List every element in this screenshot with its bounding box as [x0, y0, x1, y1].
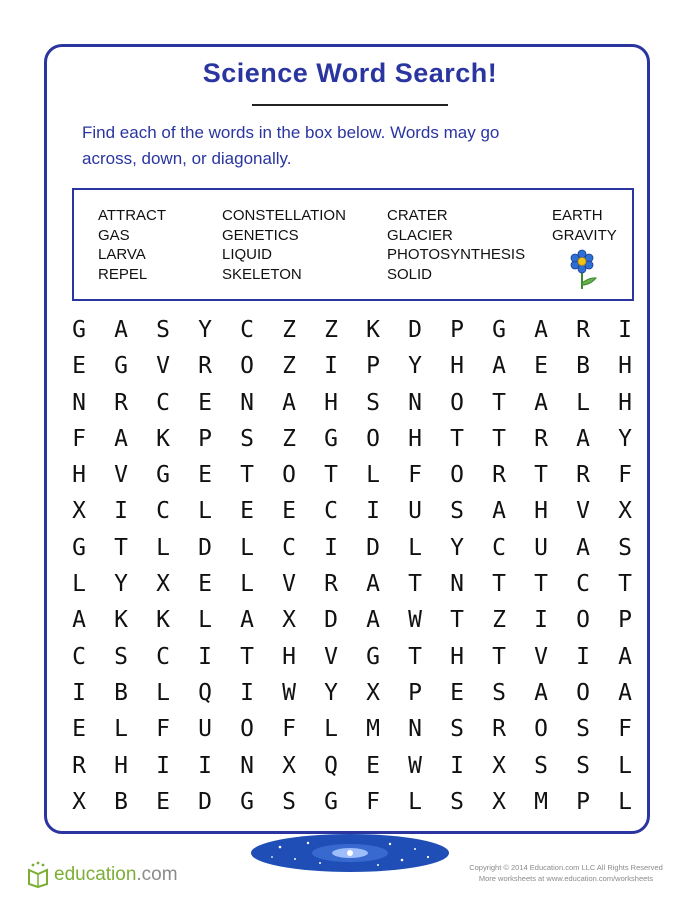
- grid-letter: D: [324, 607, 338, 634]
- grid-letter: D: [366, 534, 380, 561]
- grid-letter: A: [618, 643, 632, 670]
- grid-letter: U: [198, 716, 212, 743]
- grid-letter: F: [366, 788, 380, 815]
- grid-letter: I: [198, 752, 212, 779]
- grid-letter: L: [324, 716, 338, 743]
- grid-letter: T: [492, 389, 506, 416]
- grid-letter: T: [408, 643, 422, 670]
- grid-letter: T: [450, 607, 464, 634]
- grid-letter: Q: [324, 752, 338, 779]
- grid-letter: E: [534, 353, 548, 380]
- grid-letter: L: [366, 462, 380, 489]
- grid-letter: H: [450, 643, 464, 670]
- grid-letter: H: [282, 643, 296, 670]
- grid-letter: A: [618, 679, 632, 706]
- grid-letter: T: [534, 571, 548, 598]
- grid-letter: T: [240, 462, 254, 489]
- grid-letter: R: [576, 462, 590, 489]
- grid-letter: H: [534, 498, 548, 525]
- grid-letter: I: [534, 607, 548, 634]
- grid-letter: I: [450, 752, 464, 779]
- page-title: Science Word Search!: [202, 58, 498, 88]
- word-bank-word: ATTRACT: [98, 207, 167, 224]
- copyright-line-2: More worksheets at www.education.com/worksheets: [478, 874, 654, 883]
- instructions-line-1: Find each of the words in the box below. Words may go: [82, 123, 500, 142]
- instructions: [82, 120, 622, 172]
- grid-letter: X: [72, 788, 86, 815]
- grid-letter: W: [408, 752, 422, 779]
- grid-letter: N: [408, 716, 422, 743]
- education-logo-icon: [24, 860, 52, 888]
- grid-letter: C: [492, 534, 506, 561]
- grid-letter: N: [240, 752, 254, 779]
- grid-letter: O: [534, 716, 548, 743]
- grid-letter: G: [366, 643, 380, 670]
- grid-letter: Z: [324, 317, 338, 343]
- grid-letter: O: [240, 716, 254, 743]
- grid-letter: B: [114, 788, 128, 815]
- grid-letter: H: [72, 462, 86, 489]
- grid-letter: S: [114, 643, 128, 670]
- flower-icon: [566, 249, 598, 291]
- grid-letter: Y: [114, 571, 128, 598]
- grid-letter: S: [366, 389, 380, 416]
- word-bank-word: GLACIER: [387, 226, 453, 244]
- grid-letter: G: [492, 317, 506, 343]
- word-bank-column-3: [387, 206, 525, 284]
- grid-letter: C: [240, 317, 254, 343]
- grid-letter: O: [450, 462, 464, 489]
- grid-letter: U: [534, 534, 548, 561]
- grid-letter: C: [156, 643, 170, 670]
- grid-letter: K: [156, 425, 170, 452]
- grid-letter: E: [72, 716, 86, 743]
- grid-letter: Z: [282, 353, 296, 380]
- grid-letter: I: [324, 534, 338, 561]
- grid-letter: R: [114, 389, 128, 416]
- grid-letter: N: [450, 571, 464, 598]
- grid-letter: Y: [198, 317, 212, 343]
- grid-letter: H: [618, 389, 632, 416]
- grid-letter: N: [240, 389, 254, 416]
- grid-letter: G: [240, 788, 254, 815]
- grid-letter: D: [408, 317, 422, 343]
- grid-letter: N: [408, 389, 422, 416]
- grid-letter: A: [366, 571, 380, 598]
- grid-letter: T: [534, 462, 548, 489]
- grid-letter: U: [408, 498, 422, 525]
- grid-letter: F: [282, 716, 296, 743]
- grid-letter: G: [156, 462, 170, 489]
- grid-letter: A: [534, 679, 548, 706]
- word-bank-word: CONSTELLATION: [222, 207, 346, 224]
- grid-letter: S: [576, 716, 590, 743]
- grid-letter: V: [282, 571, 296, 598]
- grid-letter: S: [618, 534, 632, 561]
- word-bank-word: CRATER: [387, 207, 448, 224]
- grid-letter: Y: [450, 534, 464, 561]
- grid-letter: O: [282, 462, 296, 489]
- grid-letter: D: [198, 534, 212, 561]
- grid-letter: I: [618, 317, 632, 343]
- grid-letter: V: [114, 462, 128, 489]
- logo-main-text: education: [54, 864, 137, 885]
- grid-letter: C: [324, 498, 338, 525]
- grid-letter: F: [408, 462, 422, 489]
- grid-letter: H: [408, 425, 422, 452]
- grid-letter: C: [576, 571, 590, 598]
- grid-letter: H: [324, 389, 338, 416]
- grid-letter: P: [576, 788, 590, 815]
- grid-letter: I: [156, 752, 170, 779]
- grid-letter: E: [366, 752, 380, 779]
- grid-letter: T: [114, 534, 128, 561]
- grid-letter: H: [114, 752, 128, 779]
- grid-letter: H: [618, 353, 632, 380]
- grid-letter: I: [114, 498, 128, 525]
- grid-letter: L: [156, 679, 170, 706]
- grid-letter: Y: [408, 353, 422, 380]
- grid-letter: O: [576, 679, 590, 706]
- grid-letter: E: [156, 788, 170, 815]
- grid-letter: P: [366, 353, 380, 380]
- grid-letter: Z: [492, 607, 506, 634]
- grid-letter: O: [366, 425, 380, 452]
- grid-letter: E: [450, 679, 464, 706]
- grid-letter: R: [534, 425, 548, 452]
- grid-letter: Y: [618, 425, 632, 452]
- grid-letter: V: [576, 498, 590, 525]
- grid-letter: L: [576, 389, 590, 416]
- word-bank-box: [72, 188, 634, 301]
- logo-suffix-text: .com: [136, 864, 178, 885]
- word-bank-word: LIQUID: [222, 246, 273, 263]
- grid-letter: I: [324, 353, 338, 380]
- copyright-notice: [446, 862, 686, 884]
- grid-letter: A: [576, 425, 590, 452]
- word-bank-column-2: [222, 206, 346, 284]
- grid-letter: Z: [282, 425, 296, 452]
- grid-letter: A: [282, 389, 296, 416]
- word-bank-word: EARTH: [552, 207, 603, 224]
- grid-letter: A: [366, 607, 380, 634]
- grid-letter: L: [618, 788, 632, 815]
- grid-letter: P: [408, 679, 422, 706]
- word-bank-word: SOLID: [387, 265, 433, 283]
- grid-letter: C: [156, 389, 170, 416]
- grid-letter: S: [450, 716, 464, 743]
- grid-letter: X: [282, 752, 296, 779]
- word-bank-column-4: [552, 206, 617, 245]
- grid-letter: I: [366, 498, 380, 525]
- grid-letter: X: [366, 679, 380, 706]
- grid-letter: O: [450, 389, 464, 416]
- grid-letter: T: [618, 571, 632, 598]
- grid-letter: V: [534, 643, 548, 670]
- grid-letter: B: [114, 679, 128, 706]
- grid-letter: G: [324, 788, 338, 815]
- grid-letter: T: [324, 462, 338, 489]
- grid-letter: F: [156, 716, 170, 743]
- grid-letter: W: [282, 679, 296, 706]
- grid-letter: A: [576, 534, 590, 561]
- grid-letter: I: [72, 679, 86, 706]
- grid-letter: L: [72, 571, 86, 598]
- grid-letter: T: [492, 425, 506, 452]
- grid-letter: L: [240, 534, 254, 561]
- education-logo-text: [54, 864, 178, 886]
- grid-letter: O: [240, 353, 254, 380]
- education-logo: [24, 858, 224, 892]
- grid-letter: A: [534, 317, 548, 343]
- grid-letter: P: [618, 607, 632, 634]
- grid-letter: E: [72, 353, 86, 380]
- title-underline: [252, 104, 448, 106]
- word-bank-word: LARVA: [98, 246, 146, 263]
- grid-letter: T: [492, 643, 506, 670]
- grid-letter: M: [366, 716, 380, 743]
- grid-letter: A: [72, 607, 86, 634]
- grid-letter: G: [72, 317, 86, 343]
- grid-letter: R: [576, 317, 590, 343]
- grid-letter: L: [114, 716, 128, 743]
- grid-letter: T: [492, 571, 506, 598]
- grid-letter: C: [282, 534, 296, 561]
- grid-letter: Q: [198, 679, 212, 706]
- grid-letter: R: [198, 353, 212, 380]
- word-bank-word: PHOTOSYNTHESIS: [387, 246, 526, 263]
- grid-letter: V: [324, 643, 338, 670]
- grid-letter: L: [156, 534, 170, 561]
- copyright-line-1: Copyright © 2014 Education.com LLC All Rights Reserved: [469, 863, 663, 872]
- grid-letter: K: [156, 607, 170, 634]
- grid-letter: L: [240, 571, 254, 598]
- grid-letter: R: [324, 571, 338, 598]
- grid-letter: R: [492, 462, 506, 489]
- grid-letter: V: [156, 353, 170, 380]
- grid-letter: M: [534, 788, 548, 815]
- grid-letter: F: [618, 462, 632, 489]
- grid-letter: C: [72, 643, 86, 670]
- grid-letter: N: [72, 389, 86, 416]
- grid-letter: X: [492, 752, 506, 779]
- grid-letter: I: [198, 643, 212, 670]
- grid-letter: A: [492, 353, 506, 380]
- grid-letter: I: [576, 643, 590, 670]
- grid-letter: T: [450, 425, 464, 452]
- grid-letter: X: [492, 788, 506, 815]
- grid-letter: B: [576, 353, 590, 380]
- grid-letter: T: [240, 643, 254, 670]
- word-bank-word: SKELETON: [222, 265, 302, 283]
- grid-letter: G: [114, 353, 128, 380]
- grid-letter: E: [198, 462, 212, 489]
- grid-letter: H: [450, 353, 464, 380]
- grid-letter: E: [282, 498, 296, 525]
- grid-letter: A: [492, 498, 506, 525]
- grid-letter: D: [198, 788, 212, 815]
- grid-letter: A: [534, 389, 548, 416]
- grid-letter: S: [240, 425, 254, 452]
- instructions-line-2: across, down, or diagonally.: [82, 149, 292, 168]
- grid-letter: T: [408, 571, 422, 598]
- grid-letter: W: [408, 607, 422, 634]
- grid-letter: A: [114, 317, 128, 343]
- grid-letter: S: [534, 752, 548, 779]
- grid-letter: L: [198, 607, 212, 634]
- grid-letter: F: [72, 425, 86, 452]
- grid-letter: I: [240, 679, 254, 706]
- word-bank-word: REPEL: [98, 265, 148, 283]
- grid-letter: A: [114, 425, 128, 452]
- grid-letter: P: [450, 317, 464, 343]
- grid-letter: L: [408, 534, 422, 561]
- grid-letter: X: [72, 498, 86, 525]
- grid-letter: L: [198, 498, 212, 525]
- galaxy-icon: [250, 833, 450, 873]
- grid-letter: S: [576, 752, 590, 779]
- grid-letter: F: [618, 716, 632, 743]
- grid-letter: C: [156, 498, 170, 525]
- letter-grid: [58, 312, 646, 820]
- grid-letter: P: [198, 425, 212, 452]
- grid-letter: L: [618, 752, 632, 779]
- word-bank-word: GAS: [98, 226, 130, 244]
- grid-letter: E: [240, 498, 254, 525]
- grid-letter: A: [240, 607, 254, 634]
- word-bank-word: GENETICS: [222, 226, 299, 244]
- grid-letter: X: [618, 498, 632, 525]
- grid-letter: S: [492, 679, 506, 706]
- grid-letter: R: [492, 716, 506, 743]
- grid-letter: Z: [282, 317, 296, 343]
- grid-letter: X: [156, 571, 170, 598]
- grid-letter: S: [156, 317, 170, 343]
- grid-letter: S: [282, 788, 296, 815]
- grid-letter: S: [450, 788, 464, 815]
- grid-letter: O: [576, 607, 590, 634]
- grid-letter: E: [198, 389, 212, 416]
- grid-letter: G: [324, 425, 338, 452]
- grid-letter: L: [408, 788, 422, 815]
- grid-letter: K: [114, 607, 128, 634]
- grid-letter: Y: [324, 679, 338, 706]
- grid-letter: S: [450, 498, 464, 525]
- grid-letter: R: [72, 752, 86, 779]
- grid-letter: K: [366, 317, 380, 343]
- word-bank-column-1: [98, 206, 166, 284]
- grid-letter: G: [72, 534, 86, 561]
- word-bank-word: GRAVITY: [552, 226, 617, 244]
- grid-letter: E: [198, 571, 212, 598]
- grid-letter: X: [282, 607, 296, 634]
